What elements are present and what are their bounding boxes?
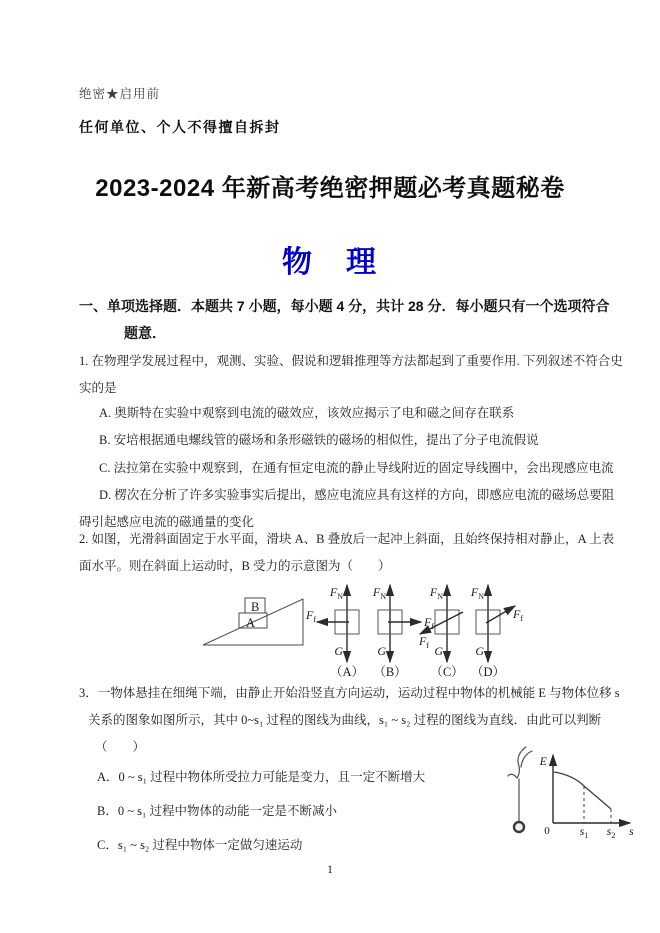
q1-option-d-line2: 碍引起感应电流的磁通量的变化 bbox=[79, 515, 255, 530]
subject-title: 物 理 bbox=[282, 246, 378, 279]
hand-sketch bbox=[508, 774, 517, 778]
force-diagram-a bbox=[305, 585, 364, 679]
page-number: 1 bbox=[327, 862, 333, 876]
energy-displacement-graph bbox=[539, 754, 634, 840]
seal-notice: 任何单位、个人不得擅自拆封 bbox=[79, 119, 281, 135]
q3-option-c: C．s₁ ~ s₂ 过程中物体一定做匀速运动 bbox=[97, 838, 303, 852]
q2-stem-line2: 面水平。则在斜面上运动时，B 受力的示意图为（ ） bbox=[79, 559, 391, 574]
section-heading-line1: 一、单项选择题．本题共 7 小题，每小题 4 分，共计 28 分．每小题只有一个选项符合 bbox=[79, 298, 610, 314]
friction-force-label: $F_f$ bbox=[305, 608, 316, 624]
block-a-label: A bbox=[246, 616, 256, 630]
exam-title: 2023-2024 年新高考绝密押题必考真题秘卷 bbox=[95, 175, 565, 202]
diagram-caption-c: （C） bbox=[430, 665, 464, 679]
classification-label: 绝密★启用前 bbox=[79, 87, 161, 101]
q1-stem-line2: 实的是 bbox=[79, 381, 117, 396]
section-heading-line2: 题意． bbox=[124, 325, 166, 341]
q2-stem-line1: 2. 如图，光滑斜面固定于水平面，滑块 A、B 叠放后一起冲上斜面，且始终保持相对静止，A 上表 bbox=[79, 532, 615, 546]
q1-option-c: C. 法拉第在实验中观察到，在通有恒定电流的静止导线附近的固定导线圈中，会出现感应电流 bbox=[99, 460, 614, 475]
q3-figure bbox=[496, 741, 656, 861]
q2-figure bbox=[0, 575, 660, 681]
normal-force-label: $F_N$ bbox=[329, 585, 343, 601]
q1-option-d-line1: D. 楞次在分析了许多实验事实后提出，感应电流应具有这样的方向，即感应电流的磁场总要阻 bbox=[99, 487, 615, 502]
question1-options bbox=[79, 400, 614, 536]
hand-sketch bbox=[521, 751, 532, 767]
force-diagram-d bbox=[470, 585, 523, 679]
q3-stem-line1: 3．一物体悬挂在细绳下端，由静止开始沿竖直方向运动，运动过程中物体的机械能 E 与物体位移 s bbox=[79, 686, 620, 700]
gravity-label: G bbox=[475, 644, 484, 658]
q3-stem-line2: 关系的图象如图所示，其中 0~s₁ 过程的图线为曲线，s₁ ~ s₂ 过程的图线为直线．由此可以判断 bbox=[88, 713, 602, 727]
q1-option-b: B. 安培根据通电螺线管的磁场和条形磁铁的磁场的相似性，提出了分子电流假说 bbox=[99, 433, 539, 448]
diagram-caption-b: （B） bbox=[373, 665, 407, 679]
origin-label: 0 bbox=[544, 825, 550, 837]
q1-stem-line1: 1. 在物理学发展过程中，观测、实验、假说和逻辑推理等方法都起到了重要作用. 下列叙述不符合史 bbox=[79, 354, 623, 368]
q3-option-b: B．0 ~ s₁ 过程中物体的动能一定是不断减小 bbox=[97, 804, 337, 818]
section-heading bbox=[79, 293, 609, 347]
normal-force-label: $F_N$ bbox=[372, 585, 386, 601]
x-axis-label: s bbox=[629, 824, 634, 838]
gravity-label: G bbox=[434, 644, 443, 658]
gravity-label: G bbox=[334, 644, 343, 658]
incline-diagram bbox=[203, 598, 303, 645]
question3-options bbox=[79, 760, 425, 862]
normal-force-label: $F_N$ bbox=[470, 585, 484, 601]
s2-tick-label: $s_2$ bbox=[606, 824, 616, 840]
hanging-object-sketch bbox=[508, 747, 532, 832]
friction-force-label: $F_f$ bbox=[424, 615, 435, 631]
diagram-caption-a: （A） bbox=[329, 665, 365, 679]
friction-force-label: $F_f$ bbox=[418, 634, 430, 650]
energy-curve bbox=[554, 772, 611, 809]
force-diagram-c bbox=[418, 585, 464, 679]
q1-option-a: A. 奥斯特在实验中观察到电流的磁效应，该效应揭示了电和磁之间存在联系 bbox=[99, 406, 515, 420]
block-b-label: B bbox=[251, 600, 260, 614]
diagram-caption-d: （D） bbox=[470, 665, 506, 679]
y-axis-label: E bbox=[539, 754, 547, 768]
normal-force-label: $F_N$ bbox=[429, 585, 443, 601]
hanging-ball bbox=[514, 822, 524, 832]
question1-stem bbox=[79, 348, 623, 403]
friction-force-label: $F_f$ bbox=[513, 607, 524, 623]
q3-stem-line3: （ ） bbox=[95, 740, 146, 754]
gravity-label: G bbox=[377, 644, 386, 658]
s1-tick-label: $s_1$ bbox=[579, 824, 589, 840]
question2-stem bbox=[79, 526, 614, 581]
q3-option-a: A．0 ~ s₁ 过程中物体所受拉力可能是变力，且一定不断增大 bbox=[97, 770, 426, 784]
